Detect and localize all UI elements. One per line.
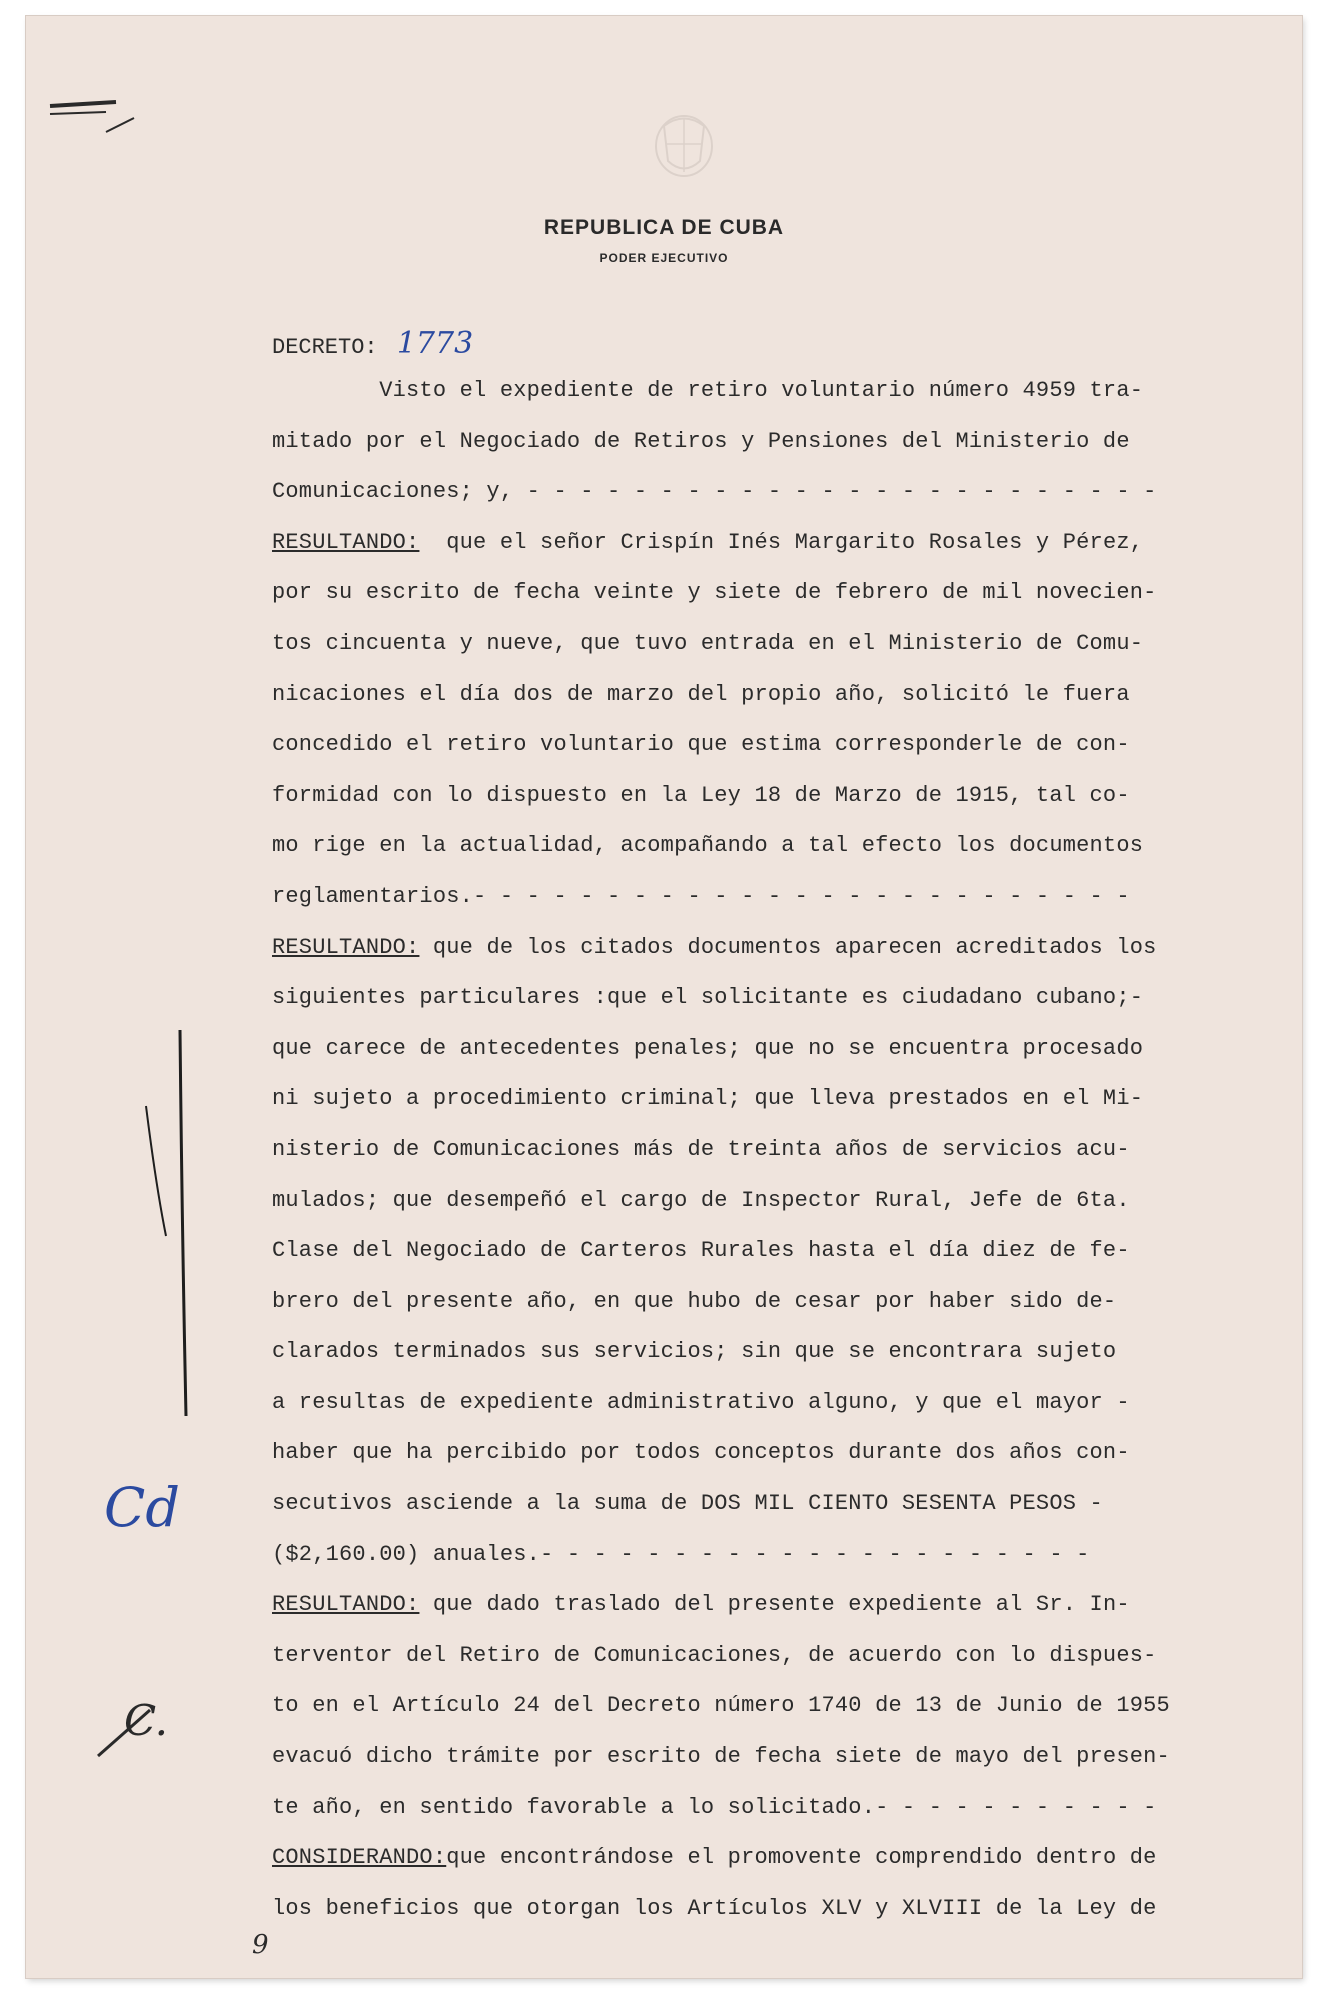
section-heading: RESULTANDO: <box>272 1592 420 1618</box>
line-text: Clase del Negociado de Carteros Rurales hasta el día diez de fe- <box>272 1238 1130 1264</box>
text-line <box>272 1074 1292 1125</box>
section-heading: CONSIDERANDO: <box>272 1845 447 1871</box>
text-line <box>272 366 1292 417</box>
text-line <box>272 1479 1292 1530</box>
line-text: concedido el retiro voluntario que estima corresponderle de con- <box>272 732 1130 758</box>
text-line <box>272 1024 1292 1075</box>
text-line <box>272 1428 1292 1479</box>
text-line <box>272 872 1292 923</box>
text-line <box>272 1277 1292 1328</box>
document-page <box>26 16 1302 1978</box>
decreto-line <box>272 326 473 361</box>
text-line <box>272 1833 1292 1884</box>
header-subtitle: PODER EJECUTIVO <box>599 251 729 265</box>
text-line <box>272 1530 1292 1581</box>
line-text: Visto el expediente de retiro voluntario número 4959 tra- <box>272 378 1144 403</box>
text-line <box>272 1783 1292 1834</box>
line-text: te año, en sentido favorable a lo solicitado.- - - - - - - - - - - <box>272 1794 1157 1820</box>
margin-note-initials: C. <box>124 1696 168 1745</box>
text-line <box>272 1226 1292 1277</box>
line-text: mitado por el Negociado de Retiros y Pensiones del Ministerio de <box>272 428 1130 454</box>
text-line <box>272 670 1292 721</box>
line-text: ($2,160.00) anuales.- - - - - - - - - - - - - - - - - - - - - <box>272 1541 1090 1567</box>
line-text: mulados; que desempeñó el cargo de Inspector Rural, Jefe de 6ta. <box>272 1187 1130 1213</box>
line-text: que el señor Crispín Inés Margarito Rosales y Pérez, <box>419 529 1144 555</box>
line-text: a resultas de expediente administrativo alguno, y que el mayor - <box>272 1389 1130 1415</box>
line-text: siguientes particulares :que el solicitante es ciudadano cubano;- <box>272 985 1144 1011</box>
text-line <box>272 1732 1292 1783</box>
margin-initials-slash <box>90 1702 170 1762</box>
text-line <box>272 1176 1292 1227</box>
line-text: evacuó dicho trámite por escrito de fecha siete de mayo del presen- <box>272 1744 1170 1770</box>
text-line <box>272 417 1292 468</box>
header-title: REPUBLICA DE CUBA <box>543 216 785 239</box>
decreto-label: DECRETO: <box>272 335 378 360</box>
line-text: tos cincuenta y nueve, que tuvo entrada en el Ministerio de Comu- <box>272 630 1144 656</box>
line-text: que carece de antecedentes penales; que no se encuentra procesado <box>272 1035 1144 1061</box>
margin-note-bottom: 9 <box>252 1930 269 1960</box>
top-left-pen-mark <box>46 88 146 138</box>
line-text: formidad con lo dispuesto en la Ley 18 de Marzo de 1915, tal co- <box>272 782 1130 808</box>
section-heading: RESULTANDO: <box>272 934 420 960</box>
text-line <box>272 568 1292 619</box>
line-text: nicaciones el día dos de marzo del propio año, solicitó le fuera <box>272 681 1130 707</box>
line-text: que de los citados documentos aparecen acreditados los <box>419 934 1157 960</box>
text-line <box>272 923 1292 974</box>
line-text: brero del presente año, en que hubo de cesar por haber sido de- <box>272 1288 1117 1314</box>
text-line <box>272 821 1292 872</box>
text-line <box>272 518 1292 569</box>
text-line <box>272 1631 1292 1682</box>
margin-note-blue: Cd <box>104 1476 180 1539</box>
text-line <box>272 1378 1292 1429</box>
text-line <box>272 467 1292 518</box>
line-text: mo rige en la actualidad, acompañando a tal efecto los documentos <box>272 833 1144 859</box>
text-line <box>272 1125 1292 1176</box>
line-text: por su escrito de fecha veinte y siete de febrero de mil novecien- <box>272 580 1157 606</box>
text-line <box>272 1580 1292 1631</box>
decree-body <box>272 366 1292 1934</box>
line-text: to en el Artículo 24 del Decreto número 1740 de 13 de Junio de 1955 <box>272 1693 1170 1719</box>
margin-bracket-line <box>136 1026 206 1426</box>
text-line <box>272 1884 1292 1935</box>
line-text: los beneficios que otorgan los Artículos XLV y XLVIII de la Ley de <box>272 1895 1157 1921</box>
line-text: que encontrándose el promovente comprendido dentro de <box>446 1845 1157 1871</box>
section-heading: RESULTANDO: <box>272 529 420 555</box>
text-line <box>272 973 1292 1024</box>
line-text: nisterio de Comunicaciones más de treinta años de servicios acu- <box>272 1136 1130 1162</box>
text-line <box>272 1681 1292 1732</box>
line-text: terventor del Retiro de Comunicaciones, de acuerdo con lo dispues- <box>272 1642 1157 1668</box>
line-text: haber que ha percibido por todos conceptos durante dos años con- <box>272 1440 1130 1466</box>
coat-of-arms-watermark <box>634 106 734 186</box>
line-text: que dado traslado del presente expediente al Sr. In- <box>419 1592 1130 1618</box>
text-line <box>272 720 1292 771</box>
text-line <box>272 1327 1292 1378</box>
line-text: secutivos asciende a la suma de DOS MIL CIENTO SESENTA PESOS - <box>272 1491 1103 1517</box>
line-text: ni sujeto a procedimiento criminal; que lleva prestados en el Mi- <box>272 1086 1144 1112</box>
line-text: reglamentarios.- - - - - - - - - - - - - - - - - - - - - - - - - <box>272 883 1130 909</box>
line-text: Comunicaciones; y, - - - - - - - - - - - - - - - - - - - - - - - - <box>272 479 1157 505</box>
text-line <box>272 771 1292 822</box>
text-line <box>272 619 1292 670</box>
decreto-number: 1773 <box>396 326 474 361</box>
line-text: clarados terminados sus servicios; sin que se encontrara sujeto <box>272 1339 1117 1365</box>
